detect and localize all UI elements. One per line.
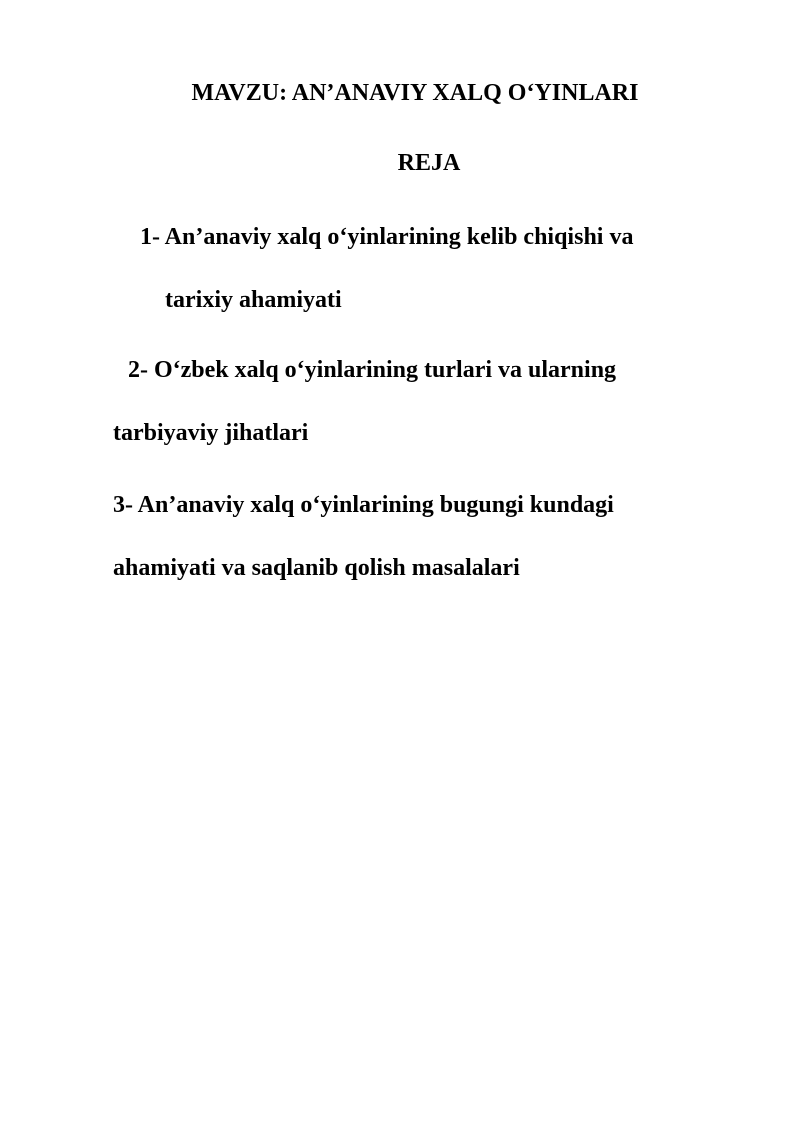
plan-item-2-line-1: 2- O‘zbek xalq o‘yinlarining turlari va ularning	[128, 357, 617, 383]
plan-item-2-line-2: tarbiyaviy jihatlari	[113, 420, 309, 446]
plan-item-3-line-2: ahamiyati va saqlanib qolish masalalari	[113, 555, 520, 581]
plan-item-3-line-1: 3- An’anaviy xalq o‘yinlarining bugungi kundagi	[113, 492, 614, 518]
plan-heading: REJA	[397, 150, 461, 176]
plan-item-1-line-2: tarixiy ahamiyati	[165, 287, 342, 313]
document-title: MAVZU: AN’ANAVIY XALQ O‘YINLARI	[191, 80, 639, 106]
plan-item-1-line-1: 1- An’anaviy xalq o‘yinlarining kelib chiqishi va	[140, 224, 634, 250]
